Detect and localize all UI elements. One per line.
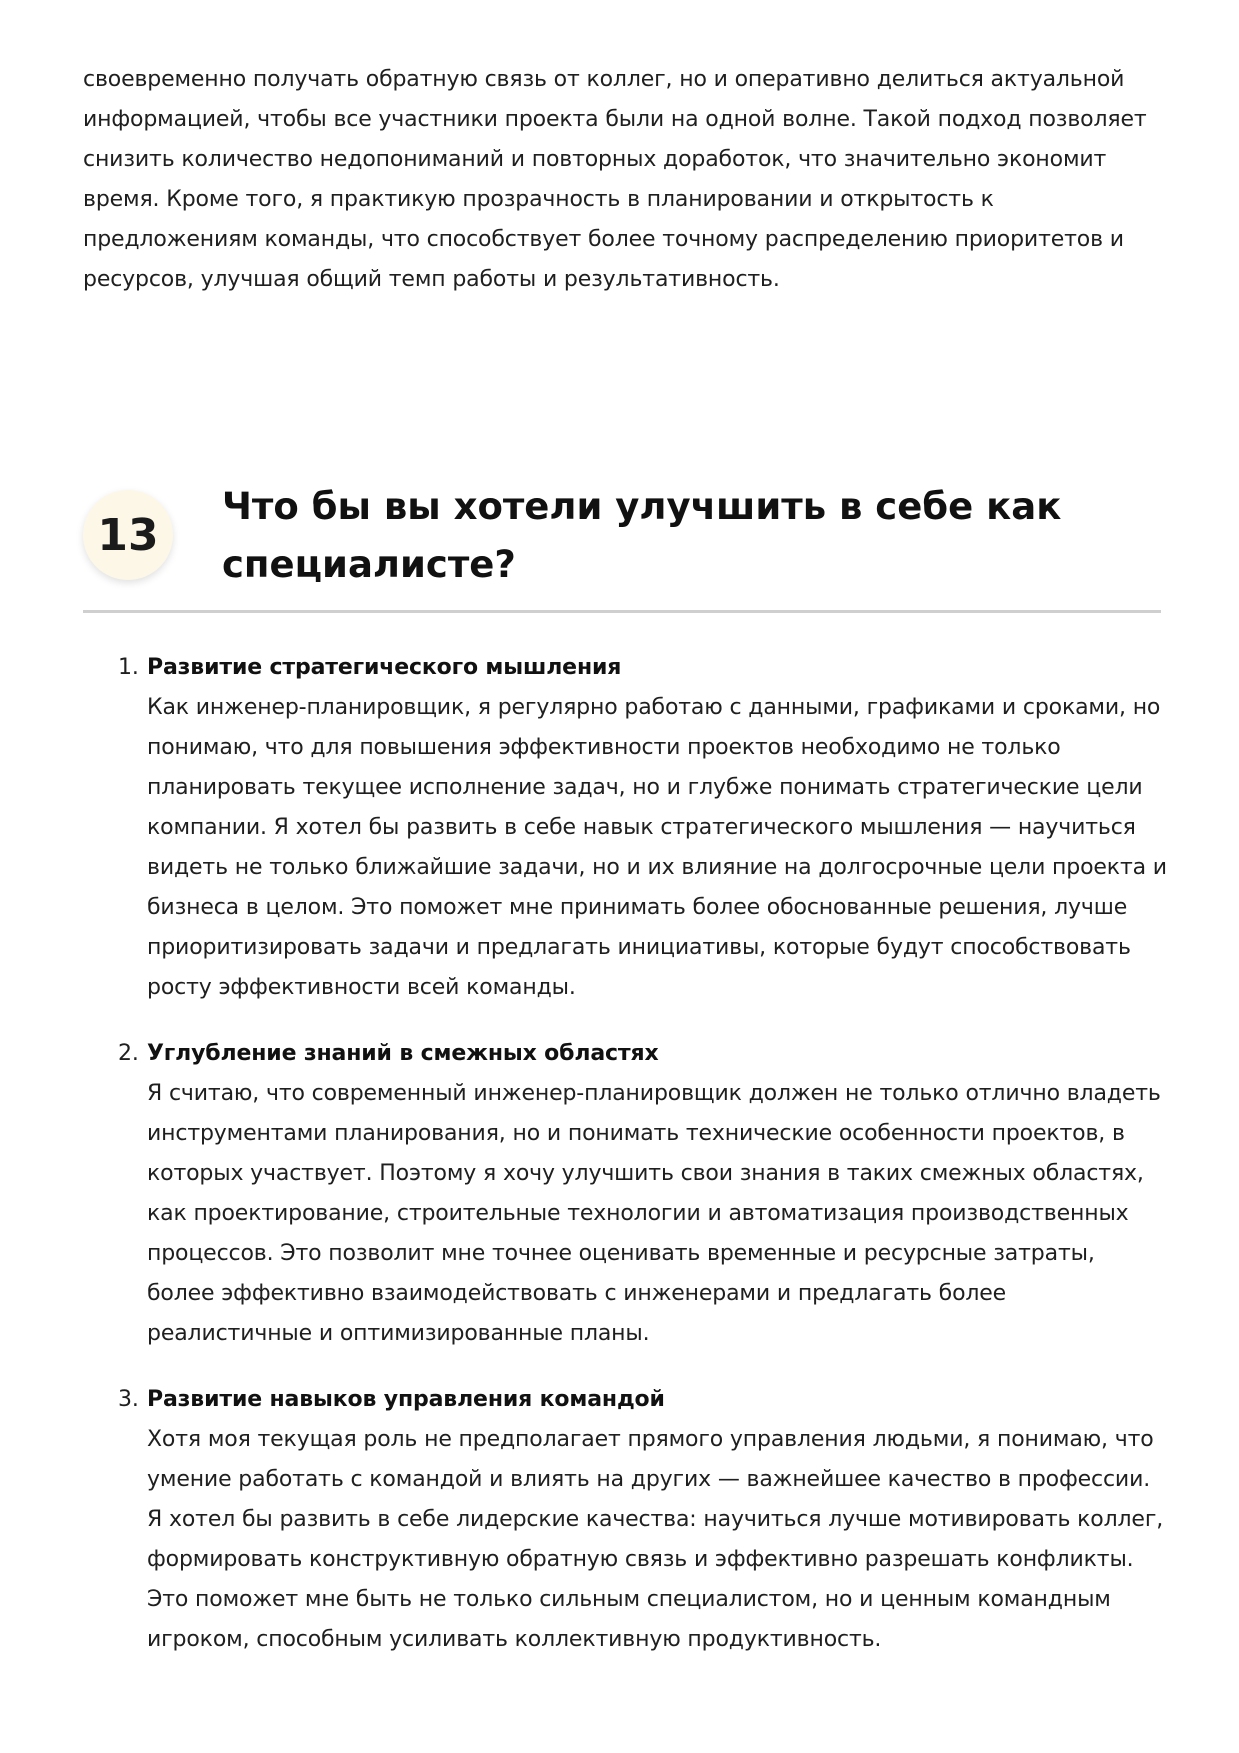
answer-item-1 [118, 648, 1168, 1008]
intro-paragraph: своевременно получать обратную связь от коллег, но и оперативно делиться актуальной информацией, чтобы все участники проекта были на одной волне. Такой подход позволяет снизить количество недопониманий и повторных доработок, что значительно экономит время. Кроме того, я практикую прозрачность в планировании и открытость к предложениям команды, что способствует более точному распределению приоритетов и ресурсов, улучшая общий темп работы и результативность. [83, 67, 1147, 292]
question-number-badge: 13 [83, 490, 173, 580]
answer-title: Углубление знаний в смежных областях [147, 1041, 659, 1066]
answer-item-3 [118, 1380, 1168, 1660]
question-header [83, 478, 1161, 613]
answer-text: Как инженер-планировщик, я регулярно работаю с данными, графиками и сроками, но понимаю, что для повышения эффективности проектов необходимо не только планировать текущее исполнение задач, но и глубже понимать стратегические цели компании. Я хотел бы развить в себе навык стратегического мышления — научиться видеть не только ближайшие задачи, но и их влияние на долгосрочные цели проекта и бизнеса в целом. Это поможет мне принимать более обоснованные решения, лучше приоритизировать задачи и предлагать инициативы, которые будут способствовать росту эффективности всей команды. [147, 695, 1167, 1000]
answer-number: 2. [118, 1041, 139, 1066]
answer-title: Развитие навыков управления командой [147, 1387, 665, 1412]
answer-item-2 [118, 1034, 1168, 1354]
answer-title: Развитие стратегического мышления [147, 655, 622, 680]
answer-text: Я считаю, что современный инженер-планировщик должен не только отлично владеть инструментами планирования, но и понимать технические особенности проектов, в которых участвует. Поэтому я хочу улучшить свои знания в таких смежных областях, как проектирование, строительные технологии и автоматизация производственных процессов. Это позволит мне точнее оценивать временные и ресурсные затраты, более эффективно взаимодействовать с инженерами и предлагать более реалистичные и оптимизированные планы. [147, 1081, 1161, 1346]
answer-list [118, 648, 1168, 1686]
answer-number: 3. [118, 1387, 139, 1412]
answer-text: Хотя моя текущая роль не предполагает прямого управления людьми, я понимаю, что умение работать с командой и влиять на других — важнейшее качество в профессии. Я хотел бы развить в себе лидерские качества: научиться лучше мотивировать коллег, формировать конструктивную обратную связь и эффективно разрешать конфликты. Это поможет мне быть не только сильным специалистом, но и ценным командным игроком, способным усиливать коллективную продуктивность. [147, 1427, 1164, 1652]
answer-number: 1. [118, 655, 139, 680]
question-title: Что бы вы хотели улучшить в себе как специалисте? [222, 485, 1062, 586]
